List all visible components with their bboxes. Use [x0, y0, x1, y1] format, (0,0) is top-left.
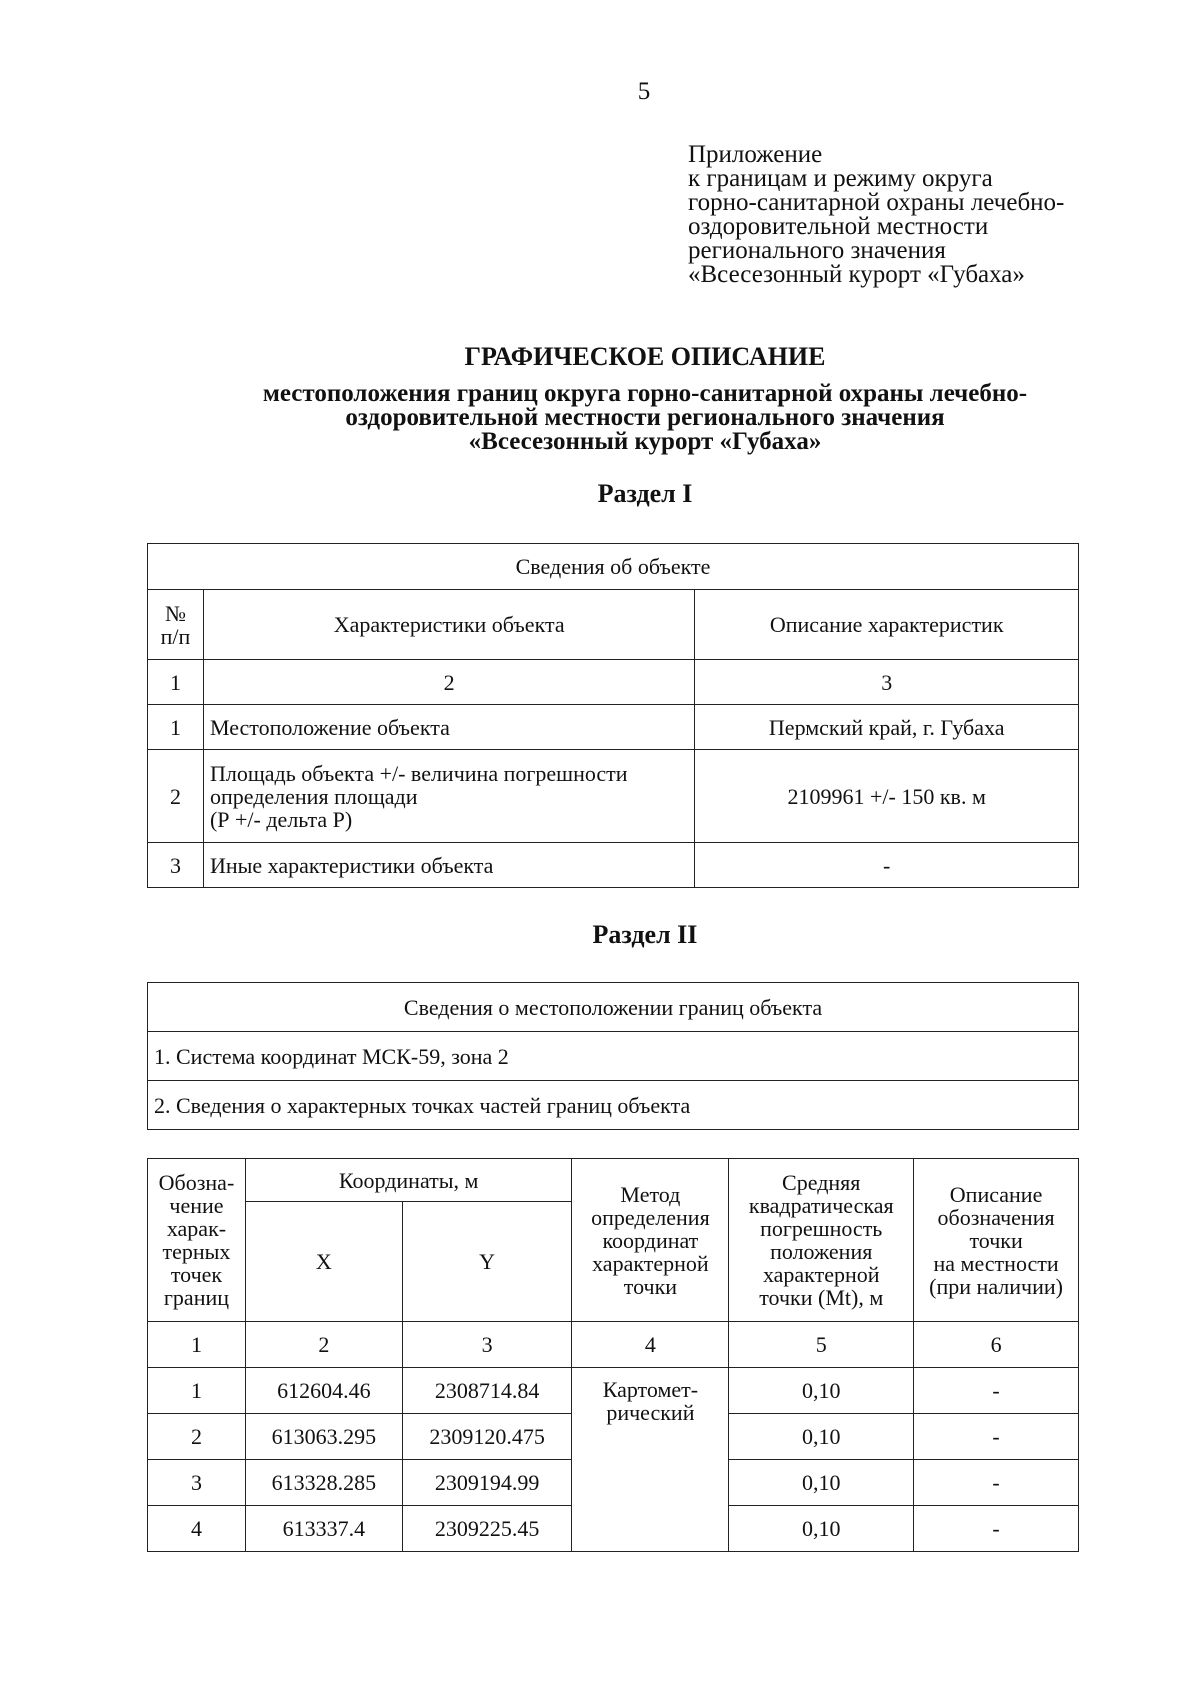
- method-value: [572, 1368, 729, 1552]
- table-caption: Сведения об объекте: [148, 544, 1079, 590]
- point-id: 4: [148, 1506, 246, 1552]
- point-id: 3: [148, 1460, 246, 1506]
- header-method: [572, 1159, 729, 1322]
- appendix-line: «Всесезонный курорт «Губаха»: [688, 261, 1025, 288]
- table-row: [148, 843, 1079, 888]
- text-line: точки: [969, 1227, 1023, 1253]
- section-2-title: Раздел II: [592, 920, 698, 949]
- appendix-line: горно-санитарной охраны лечебно-: [688, 189, 1065, 216]
- text-line: харак-: [166, 1216, 227, 1241]
- coord-x: 613063.295: [245, 1414, 402, 1460]
- appendix-line: регионального значения: [688, 237, 946, 264]
- characteristic-name: Иные характеристики объекта: [203, 843, 694, 888]
- characteristic-name: Местоположение объекта: [203, 705, 694, 750]
- characteristic-value: -: [695, 843, 1079, 888]
- header-cell: Характеристики объекта: [203, 590, 694, 660]
- header-designation: [148, 1159, 246, 1322]
- text-line: точки (Mt), м: [759, 1285, 884, 1310]
- characteristic-value: Пермский край, г. Губаха: [695, 705, 1079, 750]
- text-line: определения: [591, 1204, 710, 1230]
- section-1-title: Раздел I: [597, 479, 693, 508]
- table-caption: Сведения о местоположении границ объекта: [148, 983, 1079, 1032]
- row-number: 2: [148, 750, 204, 843]
- header-x: X: [245, 1202, 402, 1322]
- header-error: [729, 1159, 914, 1322]
- text-line: Средняя: [782, 1170, 861, 1195]
- coord-y: 2309120.475: [402, 1414, 572, 1460]
- point-id: 2: [148, 1414, 246, 1460]
- coord-x: 613328.285: [245, 1460, 402, 1506]
- text-line: точек: [170, 1262, 223, 1287]
- text-line: координат: [602, 1227, 699, 1253]
- header-cell: Описание характеристик: [695, 590, 1079, 660]
- coordinate-system: 1. Система координат МСК-59, зона 2: [148, 1032, 1079, 1081]
- coord-y: 2308714.84: [402, 1368, 572, 1414]
- appendix-line: к границам и режиму округа: [688, 165, 993, 192]
- point-id: 1: [148, 1368, 246, 1414]
- text-line: Картомет-: [602, 1377, 699, 1402]
- object-info-table: [147, 543, 1079, 888]
- text-line: на местности: [933, 1250, 1059, 1276]
- appendix-note: [688, 143, 1064, 287]
- text-line: определения площади: [209, 783, 418, 809]
- page-number: 5: [637, 78, 651, 105]
- row-number: 3: [148, 843, 204, 888]
- points-info: 2. Сведения о характерных точках частей границ объекта: [148, 1081, 1079, 1130]
- table-row: [148, 705, 1079, 750]
- column-number: 1: [148, 1322, 246, 1368]
- description-value: -: [914, 1460, 1079, 1506]
- description-value: -: [914, 1414, 1079, 1460]
- boundary-info-table: [147, 982, 1079, 1130]
- document-subtitle: [0, 382, 1200, 454]
- characteristic-value: 2109961 +/- 150 кв. м: [695, 750, 1079, 843]
- column-number: 6: [914, 1322, 1079, 1368]
- description-value: -: [914, 1368, 1079, 1414]
- appendix-line: оздоровительной местности: [688, 213, 989, 240]
- row-number: 1: [148, 705, 204, 750]
- text-line: чение: [169, 1193, 224, 1218]
- text-line: рический: [606, 1400, 695, 1425]
- text-line: (Р +/- дельта Р): [209, 806, 353, 832]
- column-number: 4: [572, 1322, 729, 1368]
- column-number: 2: [203, 660, 694, 705]
- description-value: -: [914, 1506, 1079, 1552]
- error-value: 0,10: [729, 1460, 914, 1506]
- column-number: 3: [402, 1322, 572, 1368]
- text-line: (при наличии): [929, 1273, 1063, 1299]
- text-line: Площадь объекта +/- величина погрешности: [209, 760, 628, 786]
- column-number: 1: [148, 660, 204, 705]
- subtitle-line: оздоровительной местности регионального значения: [345, 404, 945, 431]
- coord-y: 2309194.99: [402, 1460, 572, 1506]
- subtitle-line: «Всесезонный курорт «Губаха»: [468, 428, 822, 455]
- text-line: Описание: [949, 1181, 1043, 1207]
- table-row: [148, 1368, 1079, 1414]
- header-coordinates: Координаты, м: [245, 1159, 572, 1202]
- header-description: [914, 1159, 1079, 1322]
- text-line: Обозна-: [158, 1170, 235, 1195]
- column-number: 5: [729, 1322, 914, 1368]
- error-value: 0,10: [729, 1414, 914, 1460]
- text-line: Метод: [620, 1181, 681, 1207]
- appendix-line: Приложение: [688, 141, 823, 168]
- header-y: Y: [402, 1202, 572, 1322]
- column-number: 3: [695, 660, 1079, 705]
- text-line: обозначения: [937, 1204, 1055, 1230]
- text-line: квадратическая: [748, 1193, 894, 1218]
- table-row: [148, 750, 1079, 843]
- text-line: точки: [623, 1273, 678, 1299]
- text-line: границ: [163, 1285, 230, 1310]
- coord-x: 613337.4: [245, 1506, 402, 1552]
- error-value: 0,10: [729, 1506, 914, 1552]
- column-number: 2: [245, 1322, 402, 1368]
- error-value: 0,10: [729, 1368, 914, 1414]
- characteristic-name: [203, 750, 694, 843]
- text-line: погрешность: [760, 1216, 883, 1241]
- coord-x: 612604.46: [245, 1368, 402, 1414]
- text-line: характерной: [762, 1262, 880, 1287]
- text-line: положения: [770, 1239, 873, 1264]
- coord-y: 2309225.45: [402, 1506, 572, 1552]
- points-table: [147, 1158, 1079, 1552]
- text-line: терных: [162, 1239, 231, 1264]
- document-title: ГРАФИЧЕСКОЕ ОПИСАНИЕ: [464, 342, 826, 371]
- header-cell: № п/п: [148, 590, 204, 660]
- text-line: характерной: [592, 1250, 709, 1276]
- subtitle-line: местоположения границ округа горно-санитарной охраны лечебно-: [262, 380, 1028, 407]
